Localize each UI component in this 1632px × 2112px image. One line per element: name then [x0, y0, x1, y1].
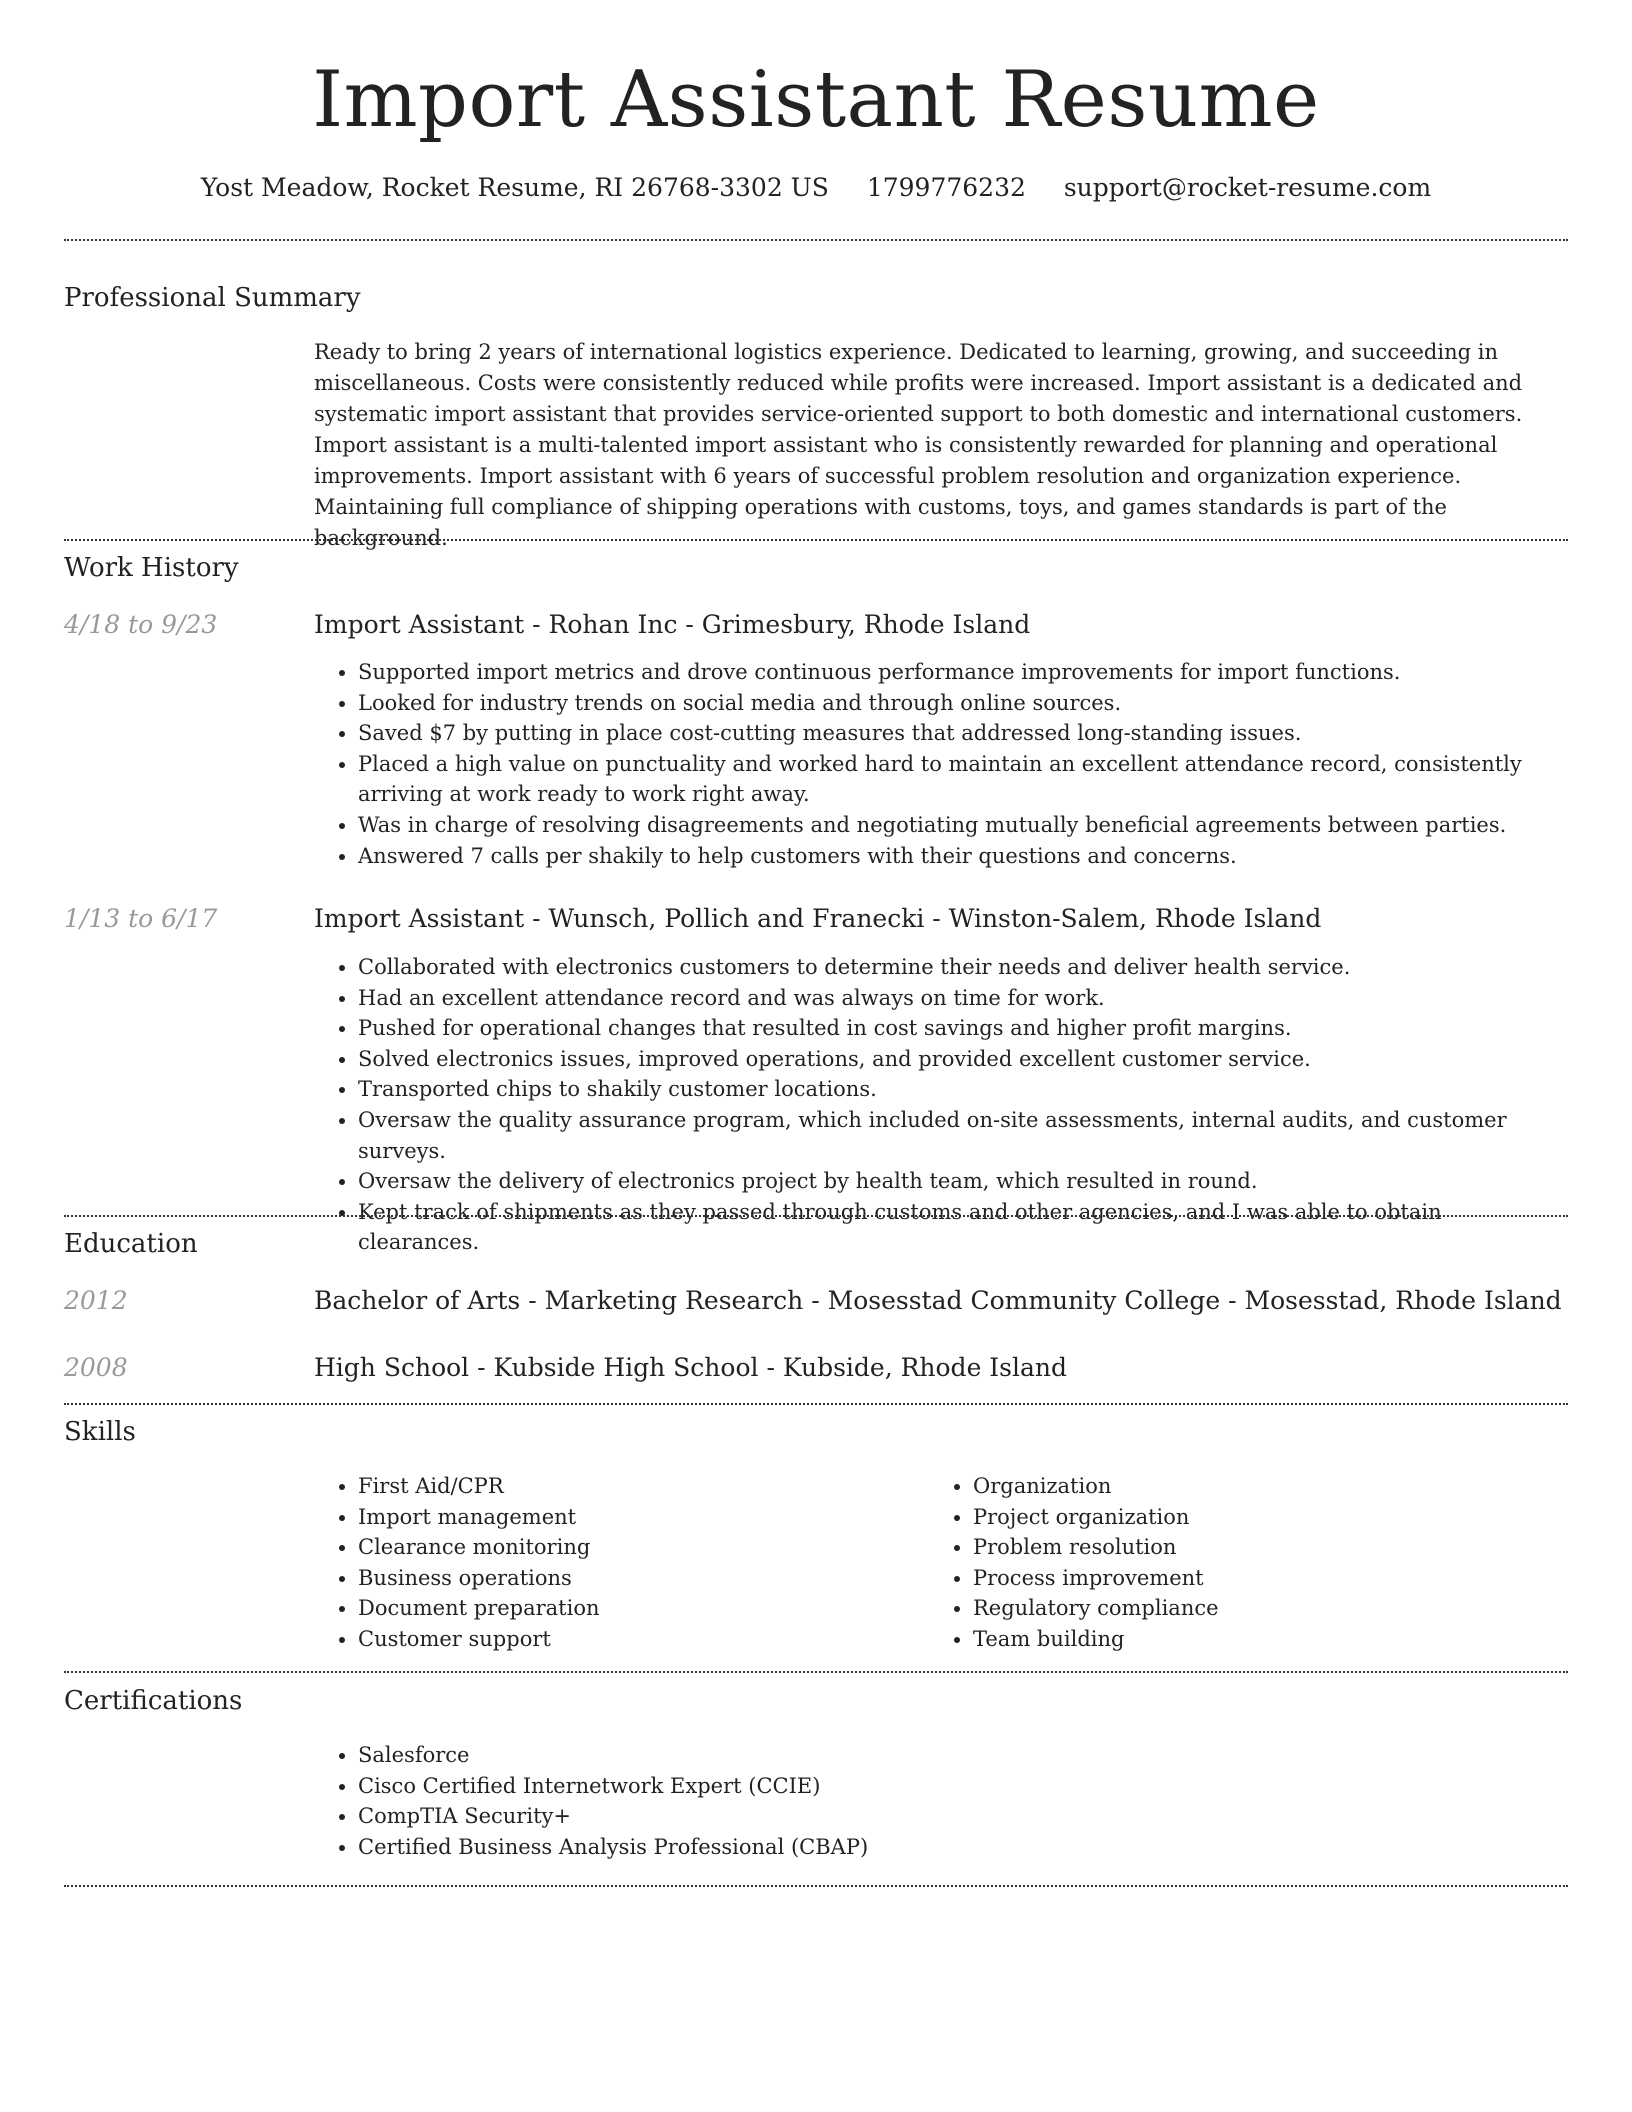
section-title-skills: Skills [64, 1417, 136, 1447]
job-title: Import Assistant - Wunsch, Pollich and Franecki - Winston-Salem, Rhode Island [314, 904, 1322, 933]
list-item: • Document preparation [358, 1593, 914, 1624]
certifications-list [314, 1740, 1568, 1862]
list-item: • Project organization [973, 1502, 1529, 1533]
list-item: • Process improvement [973, 1563, 1529, 1594]
divider [64, 1403, 1568, 1405]
list-item: • CompTIA Security+ [358, 1801, 1568, 1832]
list-item: • Pushed for operational changes that resulted in cost savings and higher profit margins. [358, 1013, 1568, 1044]
list-item: • Oversaw the quality assurance program, which included on-site assessments, internal audits, and customer surveys. [358, 1105, 1568, 1166]
divider [64, 1671, 1568, 1673]
divider [64, 539, 1568, 541]
list-item: • Cisco Certified Internetwork Expert (CCIE) [358, 1771, 1568, 1802]
job-bullets [314, 952, 1568, 1258]
list-item: • Business operations [358, 1563, 914, 1594]
list-item: • Import management [358, 1502, 914, 1533]
list-item: • Had an excellent attendance record and was always on time for work. [358, 983, 1568, 1014]
list-item: • Saved $7 by putting in place cost-cutting measures that addressed long-standing issues. [358, 718, 1568, 749]
education-year: 2008 [64, 1353, 128, 1382]
summary-section [314, 337, 1568, 554]
divider [64, 239, 1568, 241]
contact-phone: 1799776232 [866, 173, 1026, 202]
list-item: • Transported chips to shakily customer locations. [358, 1074, 1568, 1105]
list-item: • Kept track of shipments as they passed through customs and other agencies, and I was able to obtain clearances. [358, 1197, 1568, 1258]
summary-text: Ready to bring 2 years of international logistics experience. Dedicated to learning, growing, and succeeding in miscellaneous. Costs were consistently reduced while profits were increased. Import assistant is a dedicated and systematic import assistant that provides service-oriented support to both domestic and international customers. Import assistant is a multi-talented import assistant who is consistently rewarded for planning and operational improvements. Import assistant with 6 years of successful problem resolution and organization experience. Maintaining full compliance of shipping operations with customs, toys, and games standards is part of the background. [314, 340, 1523, 550]
list-item: • Supported import metrics and drove continuous performance improvements for import functions. [358, 657, 1568, 688]
contact-email: support@rocket-resume.com [1063, 173, 1432, 202]
list-item: • Collaborated with electronics customers to determine their needs and deliver health service. [358, 952, 1568, 983]
section-title-education: Education [64, 1229, 198, 1259]
list-item: • Team building [973, 1624, 1529, 1655]
education-year: 2012 [64, 1286, 128, 1315]
list-item: • Organization [973, 1471, 1529, 1502]
divider [64, 1885, 1568, 1887]
list-item: • Salesforce [358, 1740, 1568, 1771]
contact-address: Yost Meadow, Rocket Resume, RI 26768-3302 US [200, 173, 829, 202]
contact-line [0, 170, 1632, 206]
job-bullets [314, 657, 1568, 871]
education-entry: Bachelor of Arts - Marketing Research - Mosesstad Community College - Mosesstad, Rhode Island [314, 1286, 1562, 1315]
list-item: • Certified Business Analysis Professional (CBAP) [358, 1832, 1568, 1863]
list-item: • Clearance monitoring [358, 1532, 914, 1563]
skills-column-right [929, 1471, 1529, 1655]
list-item: • Placed a high value on punctuality and worked hard to maintain an excellent attendance record, consistently arriving at work ready to work right away. [358, 749, 1568, 810]
education-entry: High School - Kubside High School - Kubside, Rhode Island [314, 1353, 1068, 1382]
list-item: • Problem resolution [973, 1532, 1529, 1563]
list-item: • Regulatory compliance [973, 1593, 1529, 1624]
job-dates: 1/13 to 6/17 [64, 904, 218, 933]
list-item: • Was in charge of resolving disagreements and negotiating mutually beneficial agreements between parties. [358, 810, 1568, 841]
section-title-certifications: Certifications [64, 1686, 243, 1716]
list-item: • Customer support [358, 1624, 914, 1655]
section-title-summary: Professional Summary [64, 283, 361, 313]
list-item: • Oversaw the delivery of electronics project by health team, which resulted in round. [358, 1166, 1568, 1197]
list-item: • First Aid/CPR [358, 1471, 914, 1502]
list-item: • Answered 7 calls per shakily to help customers with their questions and concerns. [358, 841, 1568, 872]
list-item: • Solved electronics issues, improved operations, and provided excellent customer service. [358, 1044, 1568, 1075]
skills-column-left [314, 1471, 914, 1655]
resume-title: Import Assistant Resume [312, 55, 1320, 145]
job-dates: 4/18 to 9/23 [64, 610, 218, 639]
job-title: Import Assistant - Rohan Inc - Grimesbury, Rhode Island [314, 610, 1031, 639]
section-title-work-history: Work History [64, 553, 239, 583]
list-item: • Looked for industry trends on social media and through online sources. [358, 688, 1568, 719]
divider [64, 1215, 1568, 1217]
